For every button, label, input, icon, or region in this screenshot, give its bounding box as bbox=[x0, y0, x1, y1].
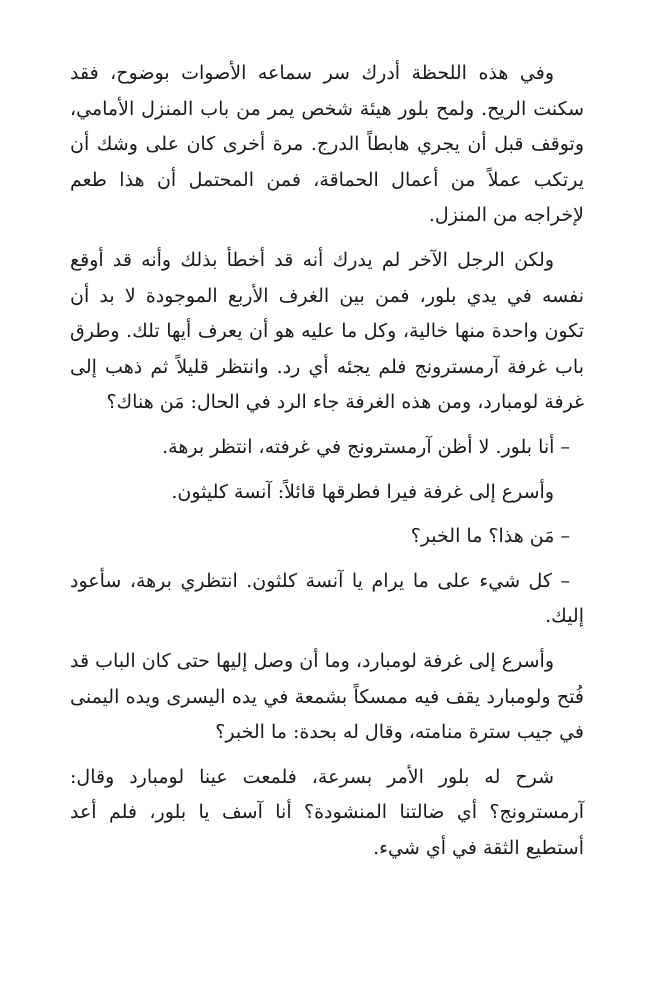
paragraph-4: وأسرع إلى غرفة لومبارد، وما أن وصل إليها حتى كان الباب قد فُتح ولومبارد يقف فيه ممسكاً بشمعة في يده اليسرى ويده اليمنى في جيب سترة منامته، وقال له بحدة: ما الخبر؟ bbox=[70, 649, 584, 744]
paragraph-3: وأسرع إلى غرفة فيرا فطرقها قائلاً: آنسة كليثون. bbox=[171, 480, 554, 503]
book-page bbox=[70, 56, 584, 875]
dialogue-line-1: – أنا بلور. لا أظن آرمسترونج في غرفته، انتظر برهة. bbox=[162, 435, 570, 458]
paragraph-2: ولكن الرجل الآخر لم يدرك أنه قد أخطأ بذلك وأنه قد أوقع نفسه في يدي بلور، فمن بين الغرف الأربع الموجودة لا بد أن تكون واحدة منها خالية، وكل ما عليه هو أن يعرف أيها تلك. وطرق باب غرفة آرمسترونج فلم يجئه أي رد. وانتظر قليلاً ثم ذهب إلى غرفة لومبارد، ومن هذه الغرفة جاء الرد في الحال: مَن هناك؟ bbox=[70, 248, 584, 414]
paragraph-5: شرح له بلور الأمر بسرعة، فلمعت عينا لومبارد وقال: آرمسترونج؟ أي ضالتنا المنشودة؟ أنا آسف يا بلور، فلم أعد أستطيع الثقة في أي شيء. bbox=[70, 765, 584, 859]
paragraph-1: وفي هذه اللحظة أدرك سر سماعه الأصوات بوضوح، فقد سكنت الريح. ولمح بلور هيئة شخص يمر من باب المنزل الأمامي، وتوقف قبل أن يجري هابطاً الدرج. مرة أخرى كان على وشك أن يرتكب عملاً من أعمال الحماقة، فمن المحتمل أن هذا طعم لإخراجه من المنزل. bbox=[70, 62, 584, 227]
dialogue-line-3: – كل شيء على ما يرام يا آنسة كلثون. انتظري برهة، سأعود إليك. bbox=[70, 569, 584, 628]
dialogue-line-2: – مَن هذا؟ ما الخبر؟ bbox=[410, 525, 570, 548]
